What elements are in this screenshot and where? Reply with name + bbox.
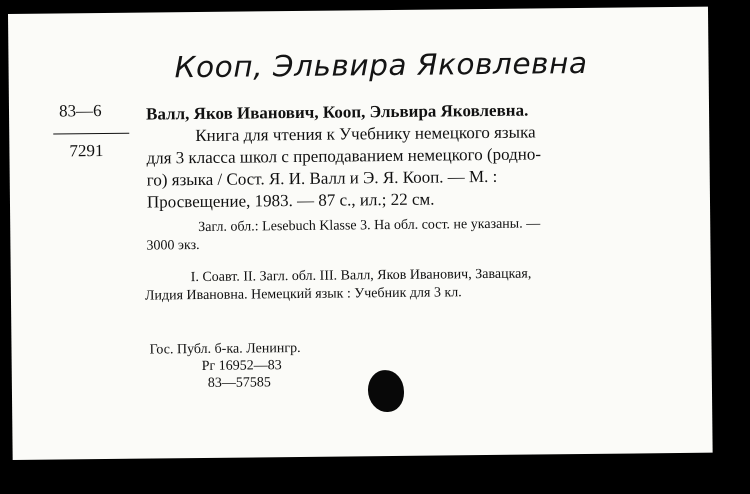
punch-hole: [368, 370, 404, 412]
note-line-1: Загл. обл.: Lesebuch Klasse 3. На обл. сост. не указаны. —: [198, 216, 541, 236]
body-line-4: Просвещение, 1983. — 87 с., ил.; 22 см.: [146, 189, 435, 212]
note-line-2: 3000 экз.: [146, 238, 200, 254]
imprint-code-2: 83—57585: [207, 375, 271, 391]
imprint-library: Гос. Публ. б-ка. Ленингр.: [149, 340, 301, 358]
entry-heading: Валл, Яков Иванович, Кооп, Эльвира Яковлевна.: [145, 100, 529, 124]
imprint-code-1: Рг 16952—83: [201, 358, 282, 374]
handwritten-heading: Кооп, Эльвира Яковлевна: [174, 45, 588, 85]
body-line-3: го) языка / Сост. Я. И. Валл и Э. Я. Кооп. — М. :: [146, 166, 498, 190]
call-number-divider: [53, 133, 129, 135]
call-number-top: 83—6: [58, 101, 102, 121]
catalog-card: [8, 7, 713, 460]
body-line-1: Книга для чтения к Учебнику немецкого языка: [195, 122, 536, 146]
body-line-2: для 3 класса школ с преподаванием немецкого (родно-: [146, 144, 542, 168]
tracing-line-2: Лидия Ивановна. Немецкий язык : Учебник для 3 кл.: [144, 285, 462, 304]
tracing-line-1: I. Соавт. II. Загл. обл. III. Валл, Яков Иванович, Завацкая,: [190, 266, 532, 286]
call-number-bottom: 7291: [69, 141, 104, 161]
